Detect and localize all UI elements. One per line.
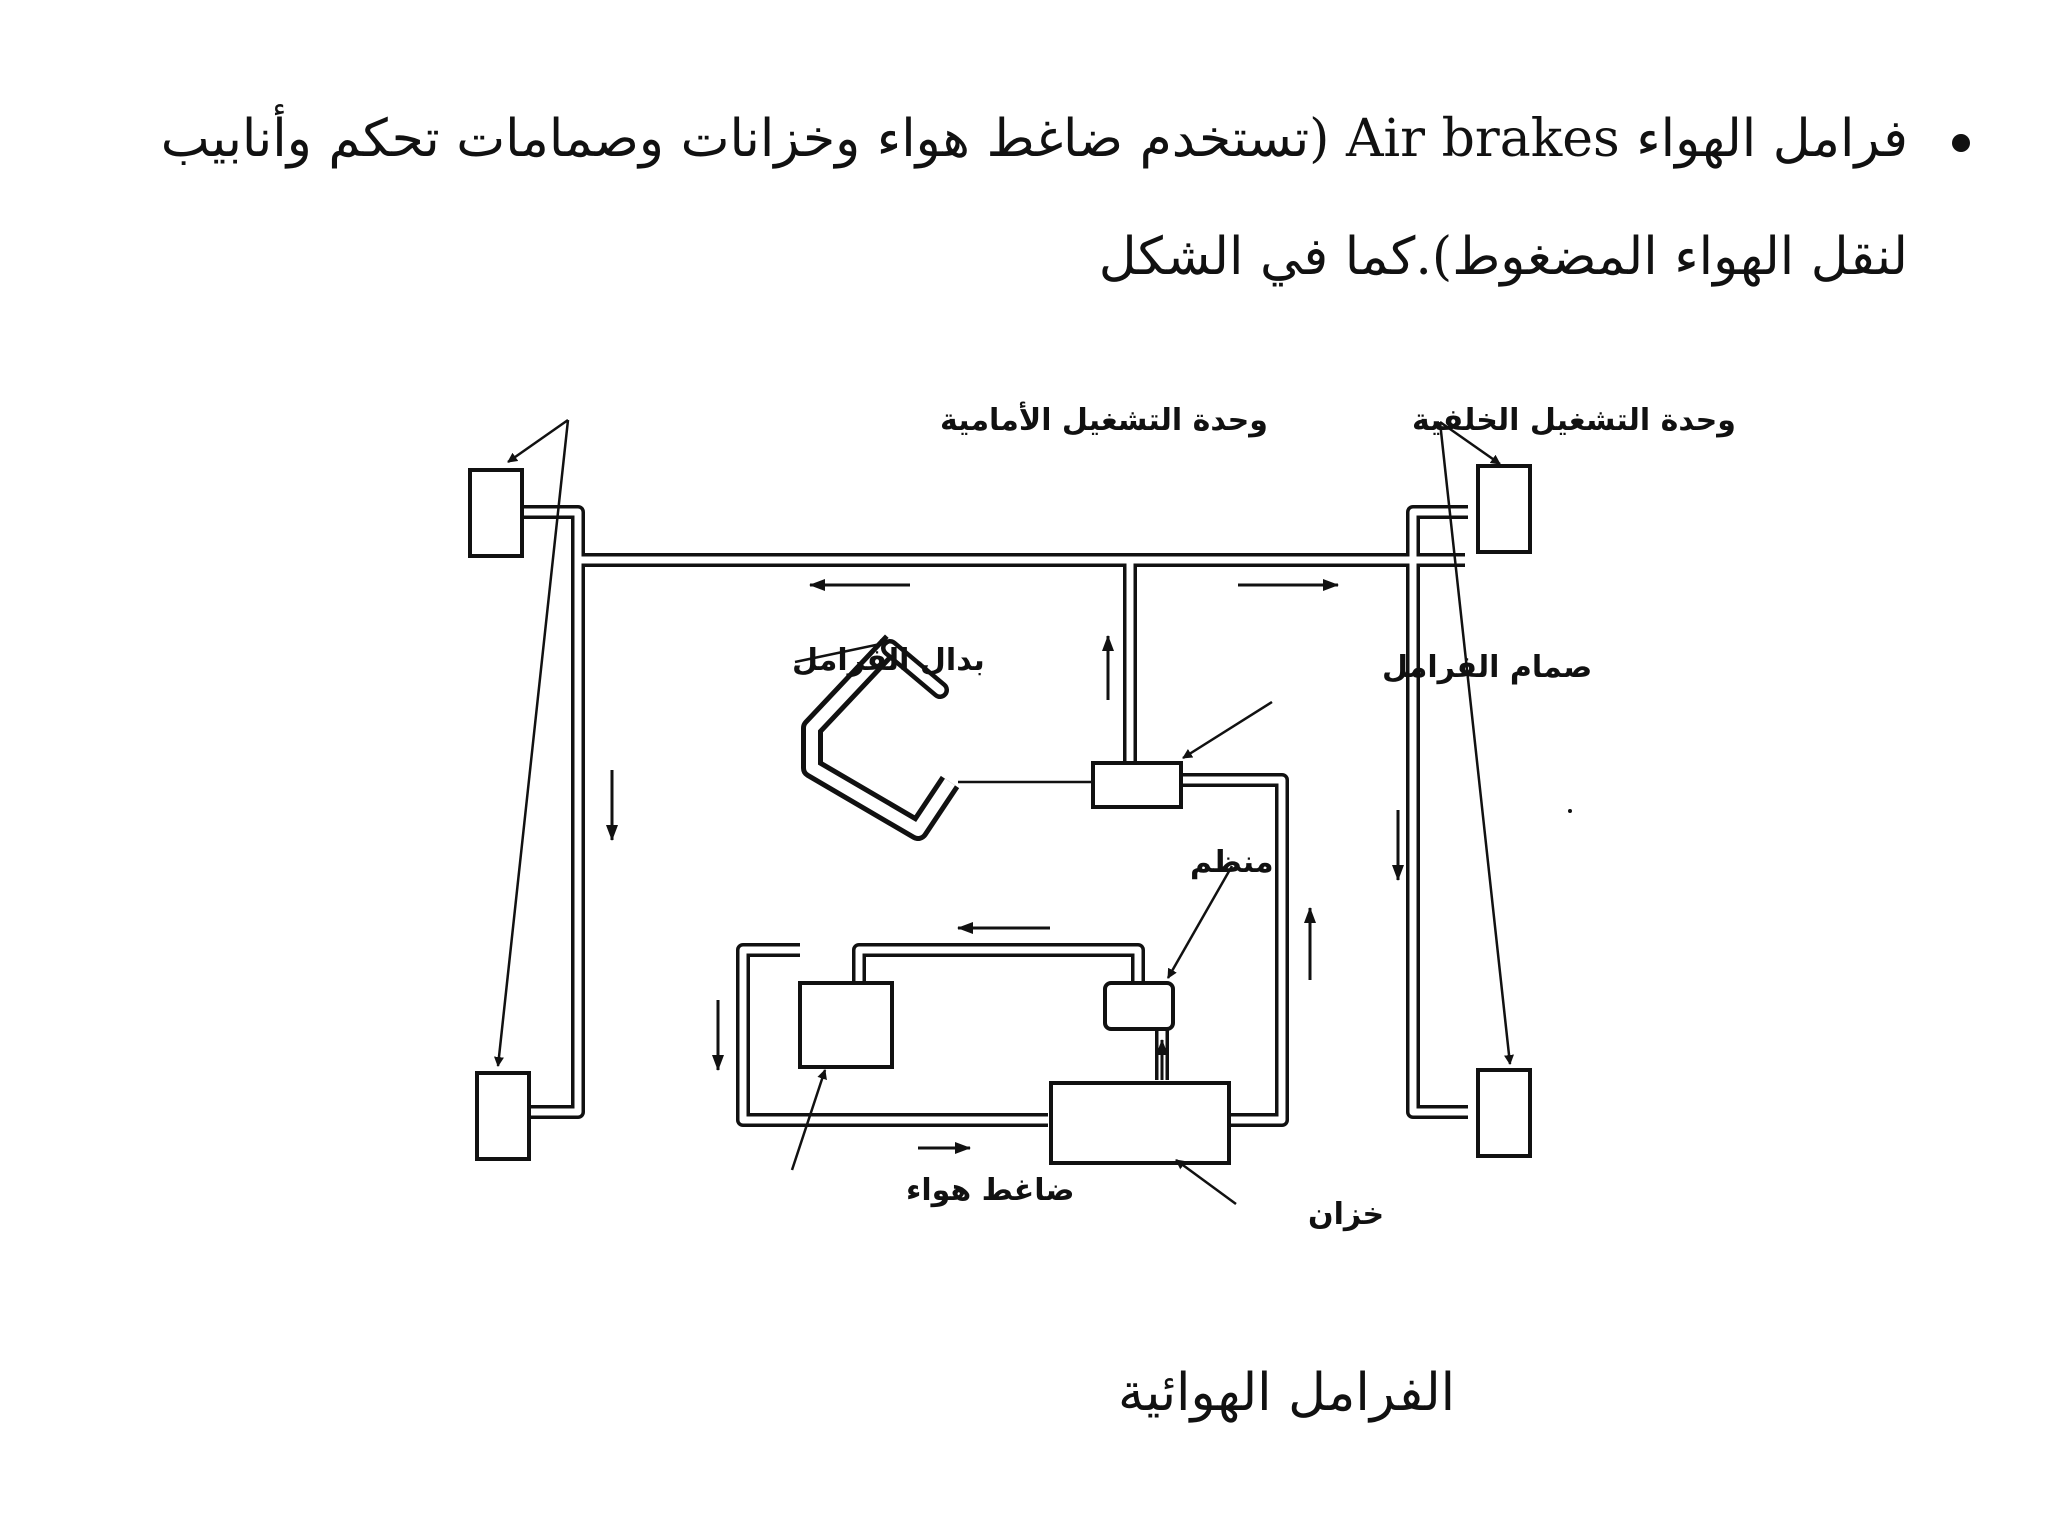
diagram-caption: الفرامل الهوائية <box>1118 1363 1456 1423</box>
label-front-unit: وحدة التشغيل الأمامية <box>940 403 1268 438</box>
paragraph-line-2: لنقل الهواء المضغوط).كما في الشكل <box>1098 227 1908 287</box>
label-regulator: منظم <box>1190 845 1274 880</box>
stray-dot <box>1568 809 1572 813</box>
rear-right-lower-brake-unit <box>1478 1070 1530 1156</box>
paragraph-line-1-text: فرامل الهواء Air brakes (تستخدم ضاغط هواء وخزانات وصمامات تحكم وأنابيب <box>160 109 1908 169</box>
leader-lines <box>498 420 1510 1204</box>
air-tank <box>1051 1083 1229 1163</box>
main-pipe-network-inner <box>520 512 1468 1120</box>
label-rear-unit: وحدة التشغيل الخلفية <box>1412 403 1736 438</box>
label-brake-valve: صمام الفرامل <box>1382 650 1593 685</box>
main-pipe-network <box>520 512 1468 1120</box>
air-compressor <box>800 983 892 1067</box>
front-left-brake-unit <box>470 470 522 556</box>
label-brake-pedal: بدال الفرامل <box>792 643 985 678</box>
pipes <box>520 512 1468 1120</box>
front-left-lower-brake-unit <box>477 1073 529 1159</box>
brake-valve <box>1093 763 1181 807</box>
label-compressor: ضاغط هواء <box>906 1173 1075 1208</box>
rear-right-brake-unit <box>1478 466 1530 552</box>
label-tank: خزان <box>1308 1197 1385 1232</box>
regulator <box>1105 983 1173 1029</box>
